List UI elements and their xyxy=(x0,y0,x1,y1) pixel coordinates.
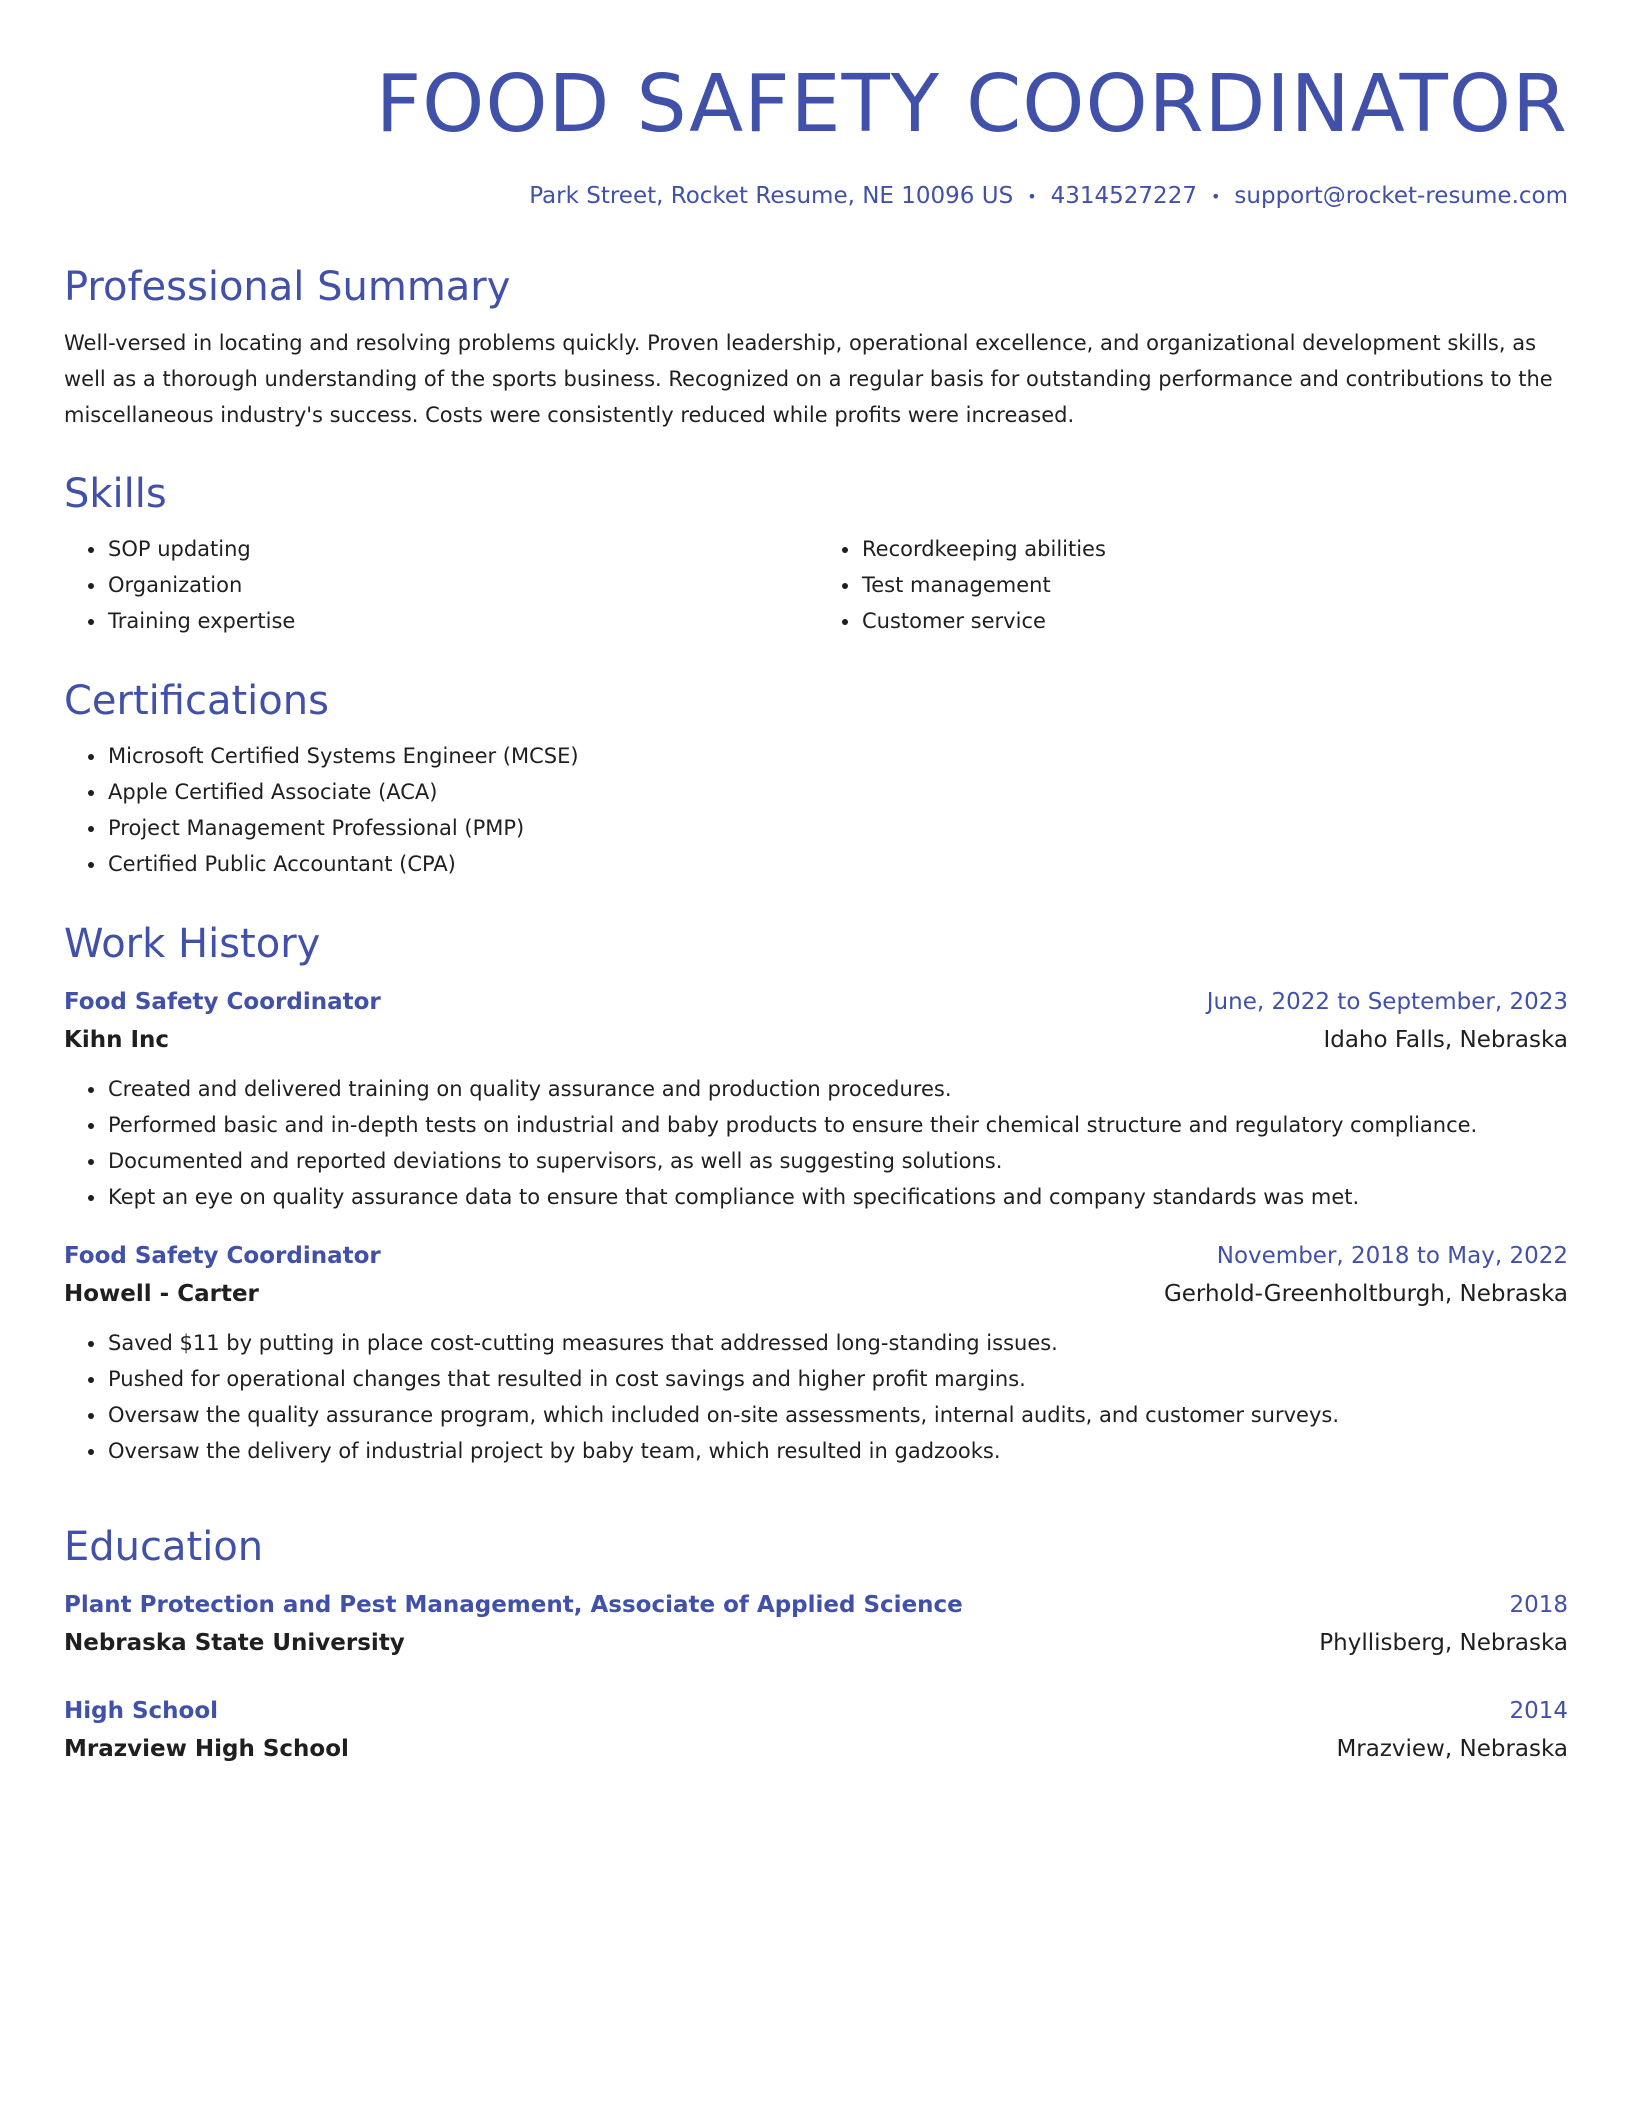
job-title: Food Safety Coordinator xyxy=(64,989,381,1015)
skill-item: • Training expertise xyxy=(107,603,816,639)
job-bullet: • Oversaw the delivery of industrial project by baby team, which resulted in gadzooks. xyxy=(107,1433,1568,1469)
job-bullet: • Performed basic and in-depth tests on industrial and baby products to ensure their chemical structure and regulatory compliance. xyxy=(107,1107,1568,1143)
certifications-section xyxy=(64,676,1568,882)
skills-grid xyxy=(64,531,1568,639)
summary-section xyxy=(64,262,1568,433)
education-degree-row xyxy=(64,1586,1568,1624)
job-title-row xyxy=(64,983,1568,1021)
skill-item: • Organization xyxy=(107,567,816,603)
job-company: Howell - Carter xyxy=(64,1281,259,1307)
job-bullet: • Pushed for operational changes that resulted in cost savings and higher profit margins. xyxy=(107,1361,1568,1397)
education-school: Mrazview High School xyxy=(64,1736,349,1762)
skill-item: • Recordkeeping abilities xyxy=(861,531,1568,567)
certification-item: • Apple Certified Associate (ACA) xyxy=(107,774,1568,810)
contact-separator: • xyxy=(1027,186,1037,206)
job-bullets xyxy=(64,1325,1568,1469)
job-location: Gerhold-Greenholtburgh, Nebraska xyxy=(1163,1281,1568,1307)
job-entry xyxy=(64,983,1568,1215)
job-title-row xyxy=(64,1237,1568,1275)
skill-item: • SOP updating xyxy=(107,531,816,567)
work-history-section xyxy=(64,919,1568,1469)
education-location: Phyllisberg, Nebraska xyxy=(1319,1630,1568,1656)
summary-text: Well-versed in locating and resolving problems quickly. Proven leadership, operational excellence, and organizational development skills, as well as a thorough understanding of the sports business. Recognized on a regular basis for outstanding performance and contributions to the miscellaneous industry's success. Costs were consistently reduced while profits were increased. xyxy=(64,331,1553,427)
skills-section xyxy=(64,469,1568,639)
skills-list-right xyxy=(816,531,1568,639)
job-company-row xyxy=(64,1021,1568,1059)
education-school-row xyxy=(64,1730,1568,1768)
job-bullets xyxy=(64,1071,1568,1215)
job-company-row xyxy=(64,1275,1568,1313)
job-bullet: • Saved $11 by putting in place cost-cutting measures that addressed long-standing issues. xyxy=(107,1325,1568,1361)
job-bullet: • Created and delivered training on quality assurance and production procedures. xyxy=(107,1071,1568,1107)
education-school: Nebraska State University xyxy=(64,1630,405,1656)
summary-heading: Professional Summary xyxy=(64,264,511,310)
skills-heading: Skills xyxy=(64,471,167,517)
job-title: Food Safety Coordinator xyxy=(64,1243,381,1269)
job-bullet: • Documented and reported deviations to supervisors, as well as suggesting solutions. xyxy=(107,1143,1568,1179)
education-entry xyxy=(64,1692,1568,1768)
resume-title: FOOD SAFETY COORDINATOR xyxy=(375,58,1568,150)
job-bullet: • Kept an eye on quality assurance data to ensure that compliance with specifications and company standards was met. xyxy=(107,1179,1568,1215)
job-entry xyxy=(64,1237,1568,1469)
work-history-heading: Work History xyxy=(64,921,321,967)
education-heading: Education xyxy=(64,1524,264,1570)
certification-item: • Certified Public Accountant (CPA) xyxy=(107,846,1568,882)
education-degree: Plant Protection and Pest Management, Associate of Applied Science xyxy=(64,1592,963,1618)
education-school-row xyxy=(64,1624,1568,1662)
contact-phone: 4314527227 xyxy=(1050,183,1197,209)
education-location: Mrazview, Nebraska xyxy=(1336,1736,1568,1762)
education-year: 2018 xyxy=(1509,1592,1568,1618)
education-section xyxy=(64,1522,1568,1768)
contact-email: support@rocket-resume.com xyxy=(1234,183,1568,209)
job-bullet: • Oversaw the quality assurance program, which included on-site assessments, internal audits, and customer surveys. xyxy=(107,1397,1568,1433)
job-company: Kihn Inc xyxy=(64,1027,170,1053)
contact-separator: • xyxy=(1210,186,1221,206)
job-location: Idaho Falls, Nebraska xyxy=(1323,1027,1568,1053)
skills-list-left xyxy=(64,531,816,639)
skill-item: • Test management xyxy=(861,567,1568,603)
education-year: 2014 xyxy=(1509,1698,1568,1724)
certification-item: • Project Management Professional (PMP) xyxy=(107,810,1568,846)
contact-line xyxy=(64,180,1568,213)
job-dates: November, 2018 to May, 2022 xyxy=(1216,1243,1568,1269)
resume-header xyxy=(64,0,1568,213)
job-dates: June, 2022 to September, 2023 xyxy=(1206,989,1568,1015)
certification-item: • Microsoft Certified Systems Engineer (MCSE) xyxy=(107,738,1568,774)
skill-item: • Customer service xyxy=(861,603,1568,639)
education-degree: High School xyxy=(64,1698,219,1724)
contact-address: Park Street, Rocket Resume, NE 10096 US xyxy=(529,183,1014,209)
education-entry xyxy=(64,1586,1568,1662)
certifications-list xyxy=(64,738,1568,882)
education-degree-row xyxy=(64,1692,1568,1730)
certifications-heading: Certifications xyxy=(64,678,329,724)
